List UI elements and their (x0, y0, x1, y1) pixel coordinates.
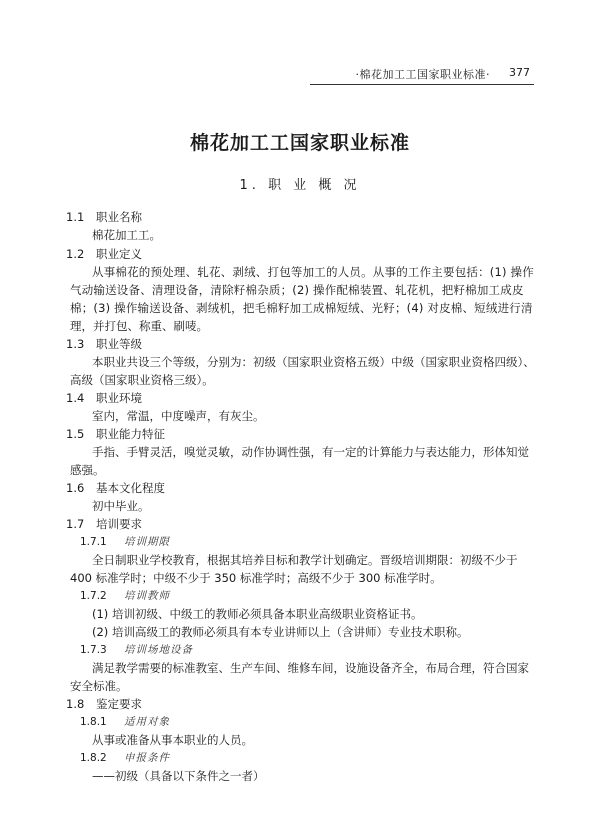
heading-1-8: 1.8 鉴定要求 (66, 697, 142, 711)
paragraph: 本职业共设三个等级，分别为：初级（国家职业资格五级）中级（国家职业资格四级）、 (92, 355, 535, 369)
paragraph: 棉花加工工。 (92, 228, 161, 242)
paragraph: 从事棉花的预处理、轧花、剥绒、打包等加工的人员。从事的工作主要包括：(1) 操作 (92, 265, 534, 279)
heading-1-3: 1.3 职业等级 (66, 337, 142, 351)
paragraph: 安全标准。 (70, 679, 128, 693)
paragraph: 全日制职业学校教育，根据其培养目标和教学计划确定。晋级培训期限：初级不少于 (92, 553, 518, 567)
running-head: ·棉花加工工国家职业标准· (355, 68, 490, 81)
page-number: 377 (509, 66, 530, 79)
paragraph: 气动输送设备、清理设备，清除籽棉杂质；(2) 操作配棉装置、轧花机，把籽棉加工成皮 (70, 283, 524, 297)
document-title: 棉花加工工国家职业标准 (189, 132, 410, 154)
heading-1-7-3: 1.7.3 培训场地设备 (80, 644, 193, 656)
paragraph: 初中毕业。 (92, 499, 150, 513)
heading-1-7-1: 1.7.1 培训期限 (80, 536, 170, 548)
paragraph: 手指、手臂灵活，嗅觉灵敏，动作协调性强，有一定的计算能力与表达能力，形体知觉 (92, 445, 529, 459)
paragraph: 理，并打包、称重、刷唛。 (70, 319, 208, 333)
section-title: 1. 职 业 概 况 (239, 178, 361, 193)
paragraph: 高级（国家职业资格三级）。 (70, 373, 214, 387)
heading-1-5: 1.5 职业能力特征 (66, 427, 165, 441)
heading-1-6: 1.6 基本文化程度 (66, 481, 165, 495)
paragraph: (2) 培训高级工的教师必须具有本专业讲师以上（含讲师）专业技术职称。 (92, 625, 469, 639)
paragraph: 棉；(3) 操作输送设备、剥绒机，把毛棉籽加工成棉短绒、光籽；(4) 对皮棉、短绒进行清 (70, 301, 533, 315)
heading-1-7: 1.7 培训要求 (66, 517, 142, 531)
heading-1-1: 1.1 职业名称 (66, 210, 142, 224)
header-rule (310, 84, 534, 85)
paragraph: 室内，常温，中度噪声，有灰尘。 (92, 409, 265, 423)
heading-1-8-1: 1.8.1 适用对象 (80, 716, 170, 728)
heading-1-4: 1.4 职业环境 (66, 391, 142, 405)
heading-1-8-2: 1.8.2 申报条件 (80, 752, 170, 764)
paragraph: 满足教学需要的标准教室、生产车间、维修车间，设施设备齐全，布局合理，符合国家 (92, 661, 529, 675)
paragraph: (1) 培训初级、中级工的教师必须具备本职业高级职业资格证书。 (92, 607, 423, 621)
heading-1-2: 1.2 职业定义 (66, 247, 142, 261)
paragraph: 从事或准备从事本职业的人员。 (92, 733, 253, 747)
paragraph: ——初级（具备以下条件之一者） (92, 769, 265, 783)
heading-1-7-2: 1.7.2 培训教师 (80, 590, 170, 602)
paragraph: 感强。 (70, 463, 105, 477)
paragraph: 400 标准学时；中级不少于 350 标准学时；高级不少于 300 标准学时。 (70, 571, 442, 585)
